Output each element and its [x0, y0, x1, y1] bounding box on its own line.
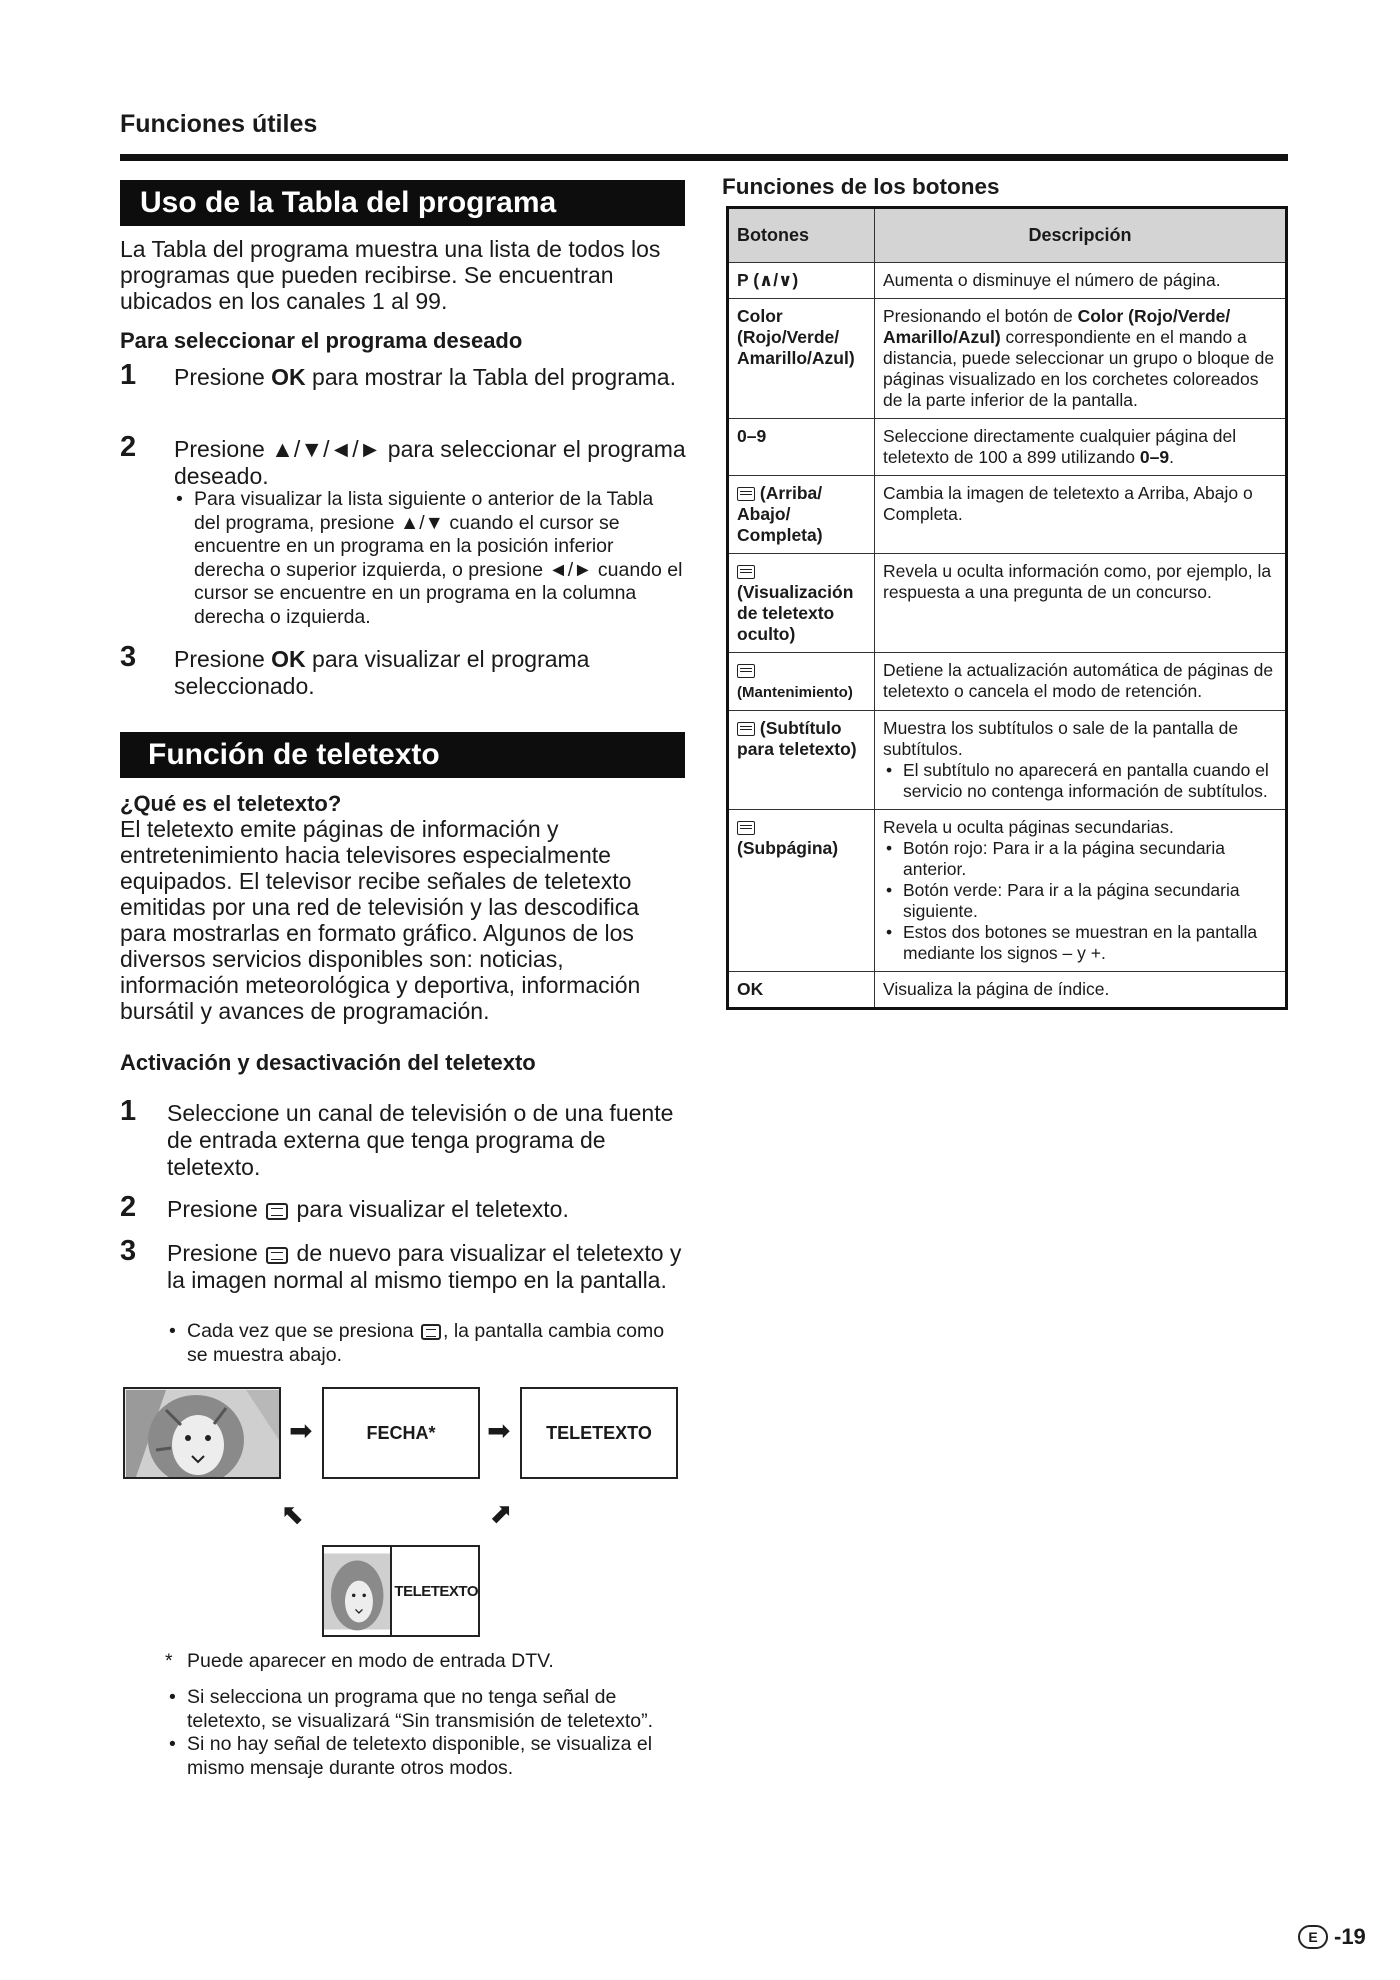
- button-functions-table: [726, 206, 1288, 1010]
- table-header-row: [728, 208, 1287, 263]
- teletexto-box: TELETEXTO: [520, 1387, 678, 1479]
- teletext-icon: [266, 1247, 288, 1264]
- table-row: [728, 653, 1287, 711]
- tv-picture-box: [123, 1387, 281, 1479]
- button-cell: OK: [728, 972, 875, 1009]
- fecha-box: FECHA*: [322, 1387, 480, 1479]
- button-cell: (Visualización de teletexto oculto): [728, 554, 875, 653]
- button-cell: Color (Rojo/Verde/ Amarillo/Azul): [728, 299, 875, 419]
- desc-cell: Revela u oculta páginas secundarias. • Botón rojo: Para ir a la página secundaria anterior. • Botón verde: Para ir a la página secundaria siguiente. • Estos dos botones se muestran en la pantalla mediante los signos – y +.: [875, 810, 1287, 972]
- table-row: [728, 419, 1287, 476]
- desc-cell: Cambia la imagen de teletexto a Arriba, Abajo o Completa.: [875, 476, 1287, 554]
- table-row: [728, 263, 1287, 299]
- teletext-icon: [266, 1203, 288, 1220]
- button-cell: (Subtítulo para teletexto): [728, 711, 875, 810]
- col-header-desc: Descripción: [875, 208, 1287, 263]
- button-cell: (Mantenimiento): [728, 653, 875, 711]
- table-row: [728, 476, 1287, 554]
- split-box-label: TELETEXTO: [390, 1547, 478, 1635]
- subtitle-icon: [737, 722, 755, 736]
- teletexto-notes: [167, 1686, 687, 1780]
- desc-cell: Muestra los subtítulos o sale de la pantalla de subtítulos. • El subtítulo no aparecerá en pantalla cuando el servicio no contenga información de subtítulos.: [875, 711, 1287, 810]
- footnote: * Puede aparecer en modo de entrada DTV.: [165, 1650, 554, 1672]
- button-cell: (Subpágina): [728, 810, 875, 972]
- teletexto-banner: Función de teletexto: [120, 732, 685, 778]
- hold-icon: [737, 664, 755, 678]
- tabla-subtitle: Para seleccionar el programa deseado: [120, 328, 523, 353]
- table-row: [728, 299, 1287, 419]
- teletexto-what-body: El teletexto emite páginas de información y entretenimiento hacia televisores especialmente equipados. El televisor recibe señales de teletexto emitidas por una red de televisión y las descodifica para mostrarlas en formato gráfico. Algunos de los diversos servicios disponibles son: noticias, información meteorológica y deportiva, información bursátil y avances de programación.: [120, 816, 641, 1024]
- activation-title: Activación y desactivación del teletexto: [120, 1050, 536, 1075]
- desc-cell: Visualiza la página de índice.: [875, 972, 1287, 1009]
- button-cell: (Arriba/ Abajo/ Completa): [728, 476, 875, 554]
- split-box: [322, 1545, 480, 1637]
- botones-title: Funciones de los botones: [722, 174, 1000, 199]
- col-header-buttons: Botones: [728, 208, 875, 263]
- lion-picture-small: [324, 1548, 390, 1635]
- desc-cell: Seleccione directamente cualquier página del teletexto de 100 a 899 utilizando 0–9.: [875, 419, 1287, 476]
- desc-cell: Presionando el botón de Color (Rojo/Verde/ Amarillo/Azul) correspondiente en el mando a distancia, puede seleccionar un grupo o bloque de páginas visualizado en los corchetes coloreados de la parte inferior de la pantalla.: [875, 299, 1287, 419]
- note-item: • Si no hay señal de teletexto disponible, se visualiza el mismo mensaje durante otros modos.: [167, 1733, 687, 1780]
- teletext-icon: [421, 1324, 441, 1340]
- desc-cell: Aumenta o disminuye el número de página.: [875, 263, 1287, 299]
- subpage-icon: [737, 821, 755, 835]
- reveal-icon: [737, 565, 755, 579]
- table-row: [728, 810, 1287, 972]
- arrow-right-icon: ➡: [289, 1415, 313, 1446]
- arrow-right-icon: ➡: [487, 1415, 511, 1446]
- table-row: [728, 554, 1287, 653]
- teletexto-what-title: ¿Qué es el teletexto?: [120, 791, 342, 816]
- up-down-icon: [737, 487, 755, 501]
- table-row: [728, 711, 1287, 810]
- arrow-up-left-icon: ⬅: [273, 1495, 312, 1534]
- page-number: E -19: [1298, 1924, 1366, 1950]
- button-cell: P (∧/∨): [728, 263, 875, 299]
- tabla-step-2-bullet: • Para visualizar la lista siguiente o anterior de la Tabla del programa, presione ▲/▼ cuando el cursor se encuentre en un programa en la posición inferior derecha o superior izquierda, o presione ◄/► cuando el cursor se encuentre en un programa en la columna derecha o izquierda.: [174, 488, 684, 629]
- section-label: Funciones útiles: [120, 110, 318, 138]
- lion-picture: [126, 1390, 279, 1477]
- desc-cell: Revela u oculta información como, por ejemplo, la respuesta a una pregunta de un concurso.: [875, 554, 1287, 653]
- button-cell: 0–9: [728, 419, 875, 476]
- note-item: • Si selecciona un programa que no tenga señal de teletexto, se visualizará “Sin transmisión de teletexto”.: [167, 1686, 687, 1733]
- teletexto-step-3-bullet: • Cada vez que se presiona , la pantalla cambia como se muestra abajo.: [167, 1320, 687, 1367]
- language-badge: E: [1298, 1925, 1328, 1949]
- tabla-intro: La Tabla del programa muestra una lista de todos los programas que pueden recibirse. Se encuentran ubicados en los canales 1 al 99.: [120, 236, 661, 314]
- desc-cell: Detiene la actualización automática de páginas de teletexto o cancela el modo de retención.: [875, 653, 1287, 711]
- top-rule: [120, 154, 1288, 161]
- table-row: [728, 972, 1287, 1009]
- tabla-banner: Uso de la Tabla del programa: [120, 180, 685, 226]
- arrow-down-left-icon: ⬅: [482, 1495, 521, 1534]
